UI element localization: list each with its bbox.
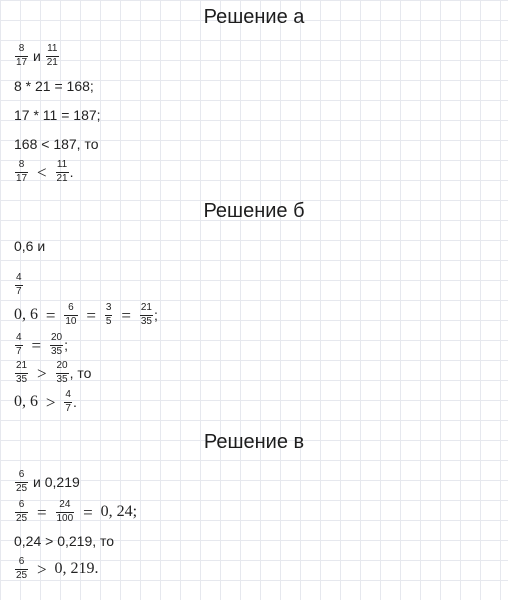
part-c-line-4 [14, 557, 99, 581]
conjunction-text: и [33, 48, 41, 64]
greater-than-sign: > [37, 559, 47, 579]
equals-sign: = [45, 305, 56, 325]
fraction [15, 557, 28, 581]
conclusion-text: , то [69, 365, 92, 381]
period: . [72, 394, 77, 410]
less-than-sign: < [37, 162, 47, 182]
numerator: 20 [56, 361, 69, 374]
denominator: 10 [65, 315, 77, 327]
denominator: 100 [56, 512, 74, 524]
heading-solution-a: Решение а [203, 6, 305, 28]
numerator: 24 [56, 500, 75, 513]
numerator: 21 [15, 361, 28, 374]
part-c-line-3: 0,24 > 0,219, то [14, 533, 115, 549]
part-b-line-2 [14, 273, 24, 297]
semicolon: ; [153, 307, 158, 323]
fraction [15, 160, 28, 184]
decimal-value: 0, 6 [14, 306, 38, 323]
fraction [56, 500, 75, 524]
fraction [50, 333, 63, 357]
semicolon: ; [64, 337, 68, 353]
fraction [56, 160, 69, 184]
numerator: 4 [15, 333, 23, 346]
fraction [15, 333, 23, 357]
heading-solution-c: Решение в [203, 431, 305, 453]
denominator: 7 [16, 285, 22, 297]
denominator: 17 [16, 172, 28, 184]
denominator: 25 [16, 569, 28, 581]
denominator: 35 [140, 315, 152, 327]
part-a-line-3: 17 * 11 = 187; [14, 107, 101, 123]
comparison-text: и 0,219 [33, 474, 80, 490]
part-a-line-1 [14, 44, 60, 68]
numerator: 6 [15, 500, 28, 513]
fraction [64, 390, 72, 414]
part-c-line-2 [14, 500, 137, 524]
fraction [15, 500, 28, 524]
numerator: 4 [64, 390, 72, 403]
fraction [15, 273, 23, 297]
fraction [64, 303, 77, 327]
denominator: 35 [16, 373, 28, 385]
period: . [69, 164, 74, 180]
numerator: 3 [105, 303, 113, 316]
numerator: 6 [15, 470, 28, 483]
equals-sign: = [86, 305, 96, 325]
numerator: 8 [15, 160, 28, 173]
numerator: 21 [140, 303, 153, 316]
fraction [140, 303, 153, 327]
fraction [56, 361, 69, 385]
denominator: 7 [65, 402, 71, 414]
part-a-line-2: 8 * 21 = 168; [14, 78, 94, 94]
denominator: 35 [56, 373, 68, 385]
part-c-line-1 [14, 470, 80, 494]
part-b-line-5 [14, 361, 91, 385]
part-b-line-3 [14, 303, 158, 327]
part-b-line-1: 0,6 и [14, 238, 46, 254]
decimal-value: 0, 24; [100, 503, 138, 520]
denominator: 25 [16, 482, 28, 494]
part-b-line-6 [14, 390, 77, 414]
greater-than-sign: > [45, 392, 56, 412]
denominator: 17 [16, 56, 28, 68]
equals-sign: = [83, 502, 93, 522]
numerator: 6 [15, 557, 28, 570]
fraction [15, 361, 28, 385]
numerator: 11 [56, 160, 69, 173]
fraction [46, 44, 59, 68]
part-a-line-5 [14, 160, 74, 184]
decimal-value: 0, 6 [14, 393, 38, 410]
denominator: 5 [105, 315, 112, 327]
fraction [15, 470, 28, 494]
decimal-value: 0, 219. [54, 560, 99, 577]
numerator: 11 [46, 44, 59, 57]
fraction [105, 303, 113, 327]
part-b-line-4 [14, 333, 68, 357]
fraction [15, 44, 28, 68]
equals-sign: = [121, 305, 131, 325]
equals-sign: = [31, 335, 42, 355]
denominator: 21 [46, 56, 58, 68]
numerator: 20 [50, 333, 63, 346]
numerator: 8 [15, 44, 28, 57]
numerator: 4 [15, 273, 23, 286]
denominator: 7 [16, 345, 22, 357]
heading-solution-b: Решение б [203, 200, 305, 222]
numerator: 6 [64, 303, 77, 316]
denominator: 25 [16, 512, 28, 524]
denominator: 35 [50, 345, 63, 357]
denominator: 21 [56, 172, 68, 184]
greater-than-sign: > [37, 363, 47, 383]
equals-sign: = [37, 502, 47, 522]
part-a-line-4: 168 < 187, то [14, 136, 99, 152]
